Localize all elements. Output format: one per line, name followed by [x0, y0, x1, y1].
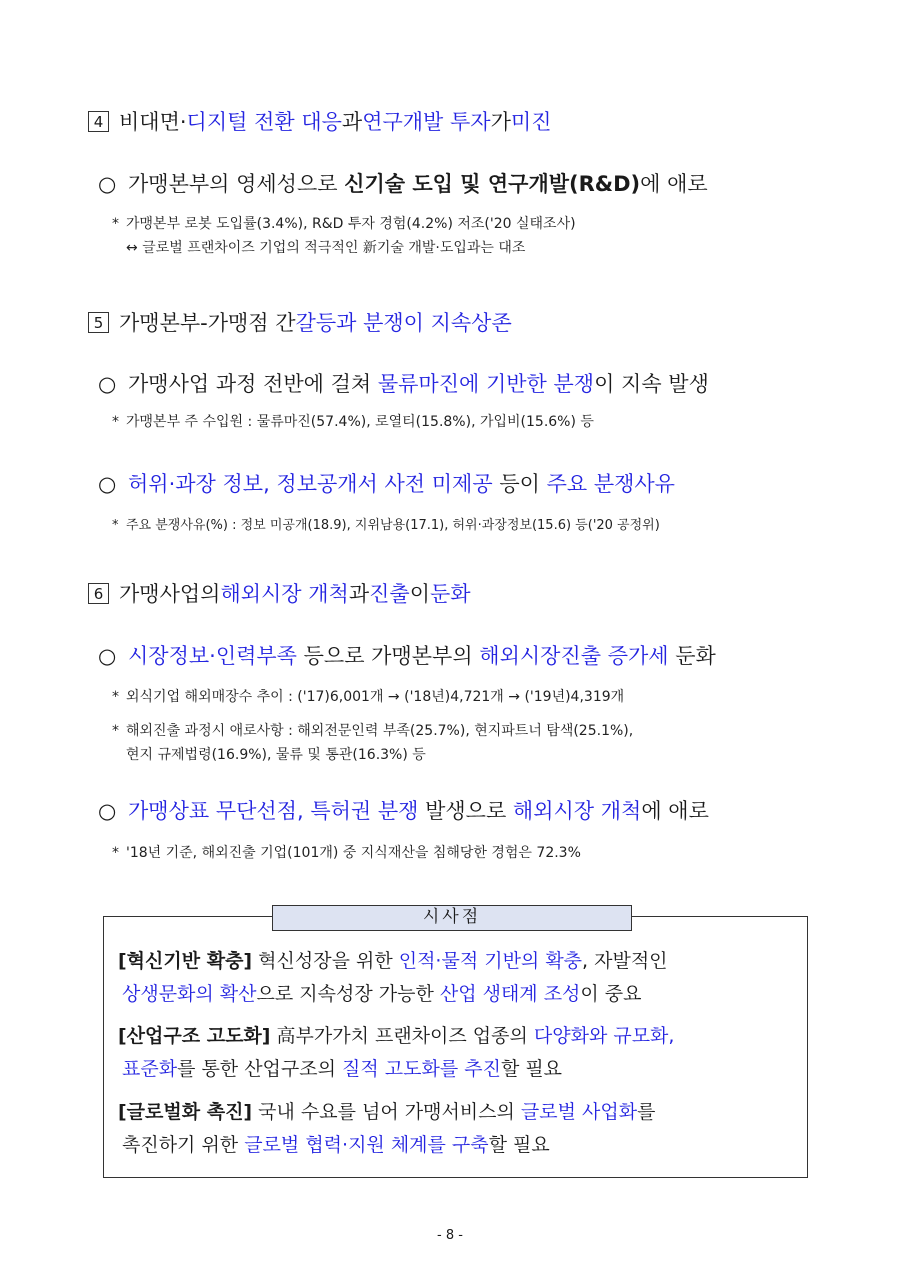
summary-label: [혁신기반 확충] — [118, 950, 253, 972]
summary-text: 이 중요 — [580, 983, 642, 1005]
bullet-highlight: 가맹상표 무단선점, 특허권 분쟁 — [128, 799, 419, 823]
note-line: 가맹본부 주 수입원 : 물류마진(57.4%), 로열티(15.8%), 가입비(15.6%) 등 — [126, 414, 594, 430]
section-5-note-1 — [112, 410, 594, 434]
section-4-heading — [88, 106, 551, 136]
section-6-note-2 — [112, 719, 633, 767]
note-line: 가맹본부 로봇 도입률(3.4%), R&D 투자 경험(4.2%) 저조('20 실태조사) — [126, 216, 576, 232]
heading-text: 이 — [409, 582, 431, 606]
summary-label: [산업구조 고도화] — [118, 1025, 271, 1047]
heading-text: 과 — [341, 110, 363, 134]
bullet-circle: ○ — [98, 644, 117, 668]
section-5-heading — [88, 307, 512, 337]
summary-text: 촉진하기 위한 — [122, 1134, 245, 1156]
bullet-highlight: 시장정보·인력부족 — [128, 644, 297, 668]
note-line: 해외진출 과정시 애로사항 : 해외전문인력 부족(25.7%), 현지파트너 탐색(25.1%), — [126, 723, 634, 739]
bullet-highlight: 허위·과장 정보, 정보공개서 사전 미제공 — [128, 472, 493, 496]
note-line: 외식기업 해외매장수 추이 : ('17)6,001개 → ('18년)4,721개 → ('19년)4,319개 — [126, 689, 625, 705]
section-4-bullet-1 — [98, 168, 708, 198]
note-asterisk: * — [112, 723, 119, 739]
summary-paragraph-3-line-1 — [118, 1098, 655, 1126]
summary-paragraph-1-line-2 — [122, 980, 642, 1008]
summary-paragraph-2-line-2 — [122, 1055, 562, 1083]
summary-text: , 자발적인 — [582, 950, 668, 972]
summary-paragraph-1-line-1 — [118, 947, 668, 975]
bullet-emphasis: 신기술 도입 및 연구개발(R&D) — [344, 172, 641, 196]
summary-text: 혁신성장을 위한 — [252, 950, 399, 972]
section-number-box: 5 — [88, 312, 109, 333]
summary-text: 할 필요 — [500, 1058, 563, 1080]
section-5-bullet-1 — [98, 368, 709, 398]
section-5-bullet-2 — [98, 468, 675, 498]
bullet-circle: ○ — [98, 472, 117, 496]
note-line: '18년 기준, 해외진출 기업(101개) 중 지식재산을 침해당한 경험은 72.3% — [126, 845, 581, 861]
heading-text: 가 — [490, 110, 511, 134]
bullet-text: 에 애로 — [641, 799, 709, 823]
note-line: ↔ 글로벌 프랜차이즈 기업의 적극적인 新기술 개발·도입과는 대조 — [126, 240, 526, 256]
section-6-heading — [88, 578, 471, 608]
note-line: 주요 분쟁사유(%) : 정보 미공개(18.9), 지위남용(17.1), 허위·과장정보(15.6) 등('20 공정위) — [126, 518, 660, 533]
bullet-text: 에 애로 — [640, 172, 708, 196]
heading-highlight: 갈등과 분쟁이 지속상존 — [295, 311, 512, 335]
bullet-circle: ○ — [98, 372, 117, 396]
summary-highlight: 다양화와 규모화, — [533, 1025, 675, 1047]
summary-text: 를 — [637, 1101, 656, 1123]
section-6-bullet-1 — [98, 640, 716, 670]
heading-text: 가맹사업의 — [119, 582, 221, 606]
note-asterisk: * — [112, 414, 119, 430]
section-number-box: 4 — [88, 111, 109, 132]
section-5-note-2 — [112, 514, 660, 538]
bullet-text: 등으로 가맹본부의 — [296, 644, 480, 668]
note-asterisk: * — [112, 689, 119, 705]
page-number: - 8 - — [437, 1228, 463, 1243]
summary-highlight: 산업 생태계 조성 — [439, 983, 581, 1005]
heading-text: 가맹본부-가맹점 간 — [119, 311, 296, 335]
heading-text: 비대면· — [119, 110, 187, 134]
section-4-note — [112, 212, 576, 260]
bullet-text: 등이 — [492, 472, 547, 496]
heading-highlight: 미진 — [510, 110, 552, 134]
bullet-highlight: 해외시장 개척 — [512, 799, 642, 823]
heading-highlight: 연구개발 투자 — [362, 110, 491, 134]
summary-text: 를 통한 산업구조의 — [177, 1058, 343, 1080]
summary-highlight: 상생문화의 확산 — [122, 983, 257, 1005]
summary-highlight: 글로벌 협력·지원 체계를 구축 — [244, 1134, 489, 1156]
heading-text: 과 — [348, 582, 370, 606]
summary-title: 시사점 — [272, 905, 632, 931]
heading-highlight: 둔화 — [430, 582, 471, 606]
summary-highlight: 글로벌 사업화 — [520, 1101, 638, 1123]
bullet-highlight: 해외시장진출 증가세 — [479, 644, 669, 668]
section-6-note-1 — [112, 685, 624, 709]
section-6-bullet-2 — [98, 795, 709, 825]
note-asterisk: * — [112, 845, 119, 861]
bullet-text: 가맹사업 과정 전반에 걸쳐 — [128, 372, 378, 396]
note-asterisk: * — [112, 216, 119, 232]
summary-highlight: 인적·물적 기반의 확충 — [398, 950, 583, 972]
bullet-circle: ○ — [98, 799, 117, 823]
summary-paragraph-2-line-1 — [118, 1022, 674, 1050]
note-line: 현지 규제법령(16.9%), 물류 및 통관(16.3%) 등 — [126, 747, 426, 763]
bullet-highlight: 물류마진에 기반한 분쟁 — [377, 372, 595, 396]
section-6-note-3 — [112, 841, 581, 865]
heading-highlight: 해외시장 개척 — [220, 582, 349, 606]
summary-label: [글로벌화 촉진] — [118, 1101, 253, 1123]
summary-paragraph-3-line-2 — [122, 1131, 550, 1159]
bullet-text: 발생으로 — [418, 799, 513, 823]
heading-highlight: 진출 — [369, 582, 410, 606]
summary-highlight: 질적 고도화를 추진 — [342, 1058, 501, 1080]
bullet-highlight: 주요 분쟁사유 — [546, 472, 675, 496]
summary-text: 할 필요 — [488, 1134, 550, 1156]
summary-text: 으로 지속성장 가능한 — [256, 983, 440, 1005]
summary-text: 高부가가치 프랜차이즈 업종의 — [270, 1025, 534, 1047]
bullet-text: 둔화 — [668, 644, 716, 668]
section-number-box: 6 — [88, 583, 109, 604]
note-asterisk: * — [112, 518, 119, 533]
summary-text: 국내 수요를 넘어 가맹서비스의 — [252, 1101, 521, 1123]
bullet-text: 이 지속 발생 — [594, 372, 709, 396]
heading-highlight: 디지털 전환 대응 — [186, 110, 342, 134]
bullet-circle: ○ — [98, 172, 117, 196]
summary-highlight: 표준화 — [122, 1058, 178, 1080]
bullet-text: 가맹본부의 영세성으로 — [128, 172, 345, 196]
